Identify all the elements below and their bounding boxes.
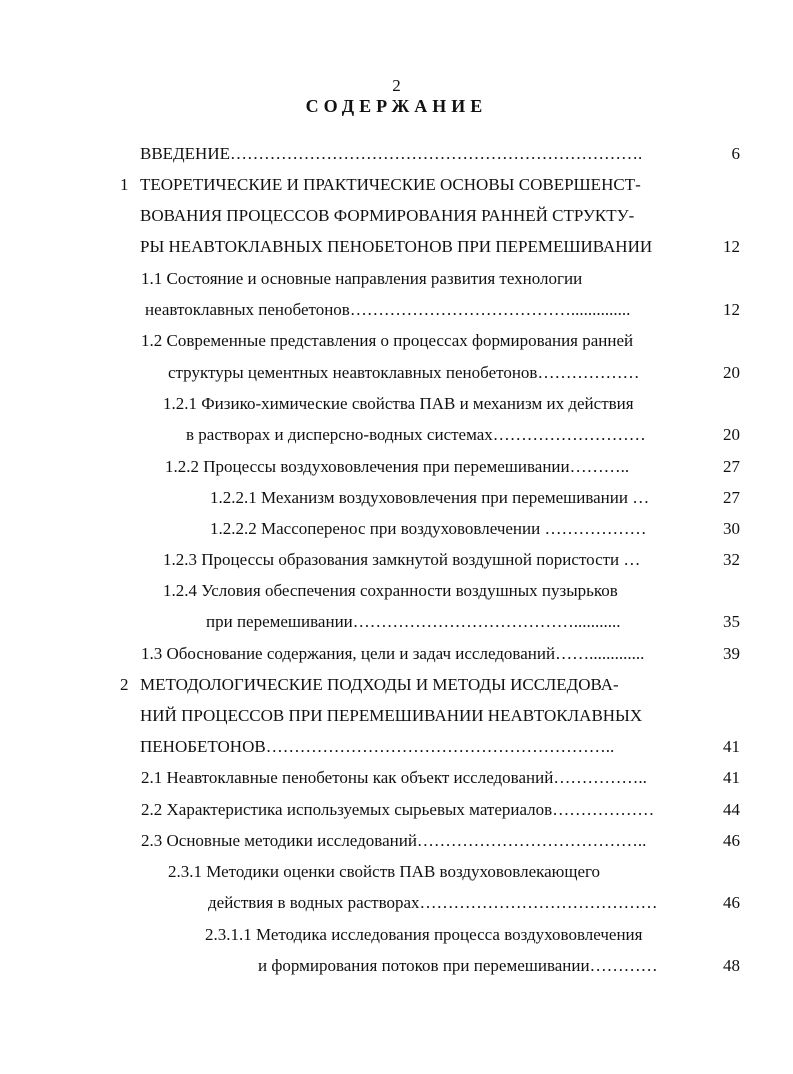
toc-entry-text: неавтоклавных пенобетонов………………………………….............. [145,300,631,319]
toc-entry-text: 1.2.2.1 Механизм воздухововлечения при перемешивании … [210,488,650,507]
toc-entry-text: 1.2.1 Физико-химические свойства ПАВ и механизм их действия [163,394,634,413]
toc-entry-page: 20 [723,363,740,382]
toc-entry-text: РЫ НЕАВТОКЛАВНЫХ ПЕНОБЕТОНОВ ПРИ ПЕРЕМЕШИВАНИИ [140,237,653,256]
toc-entry-page: 41 [723,737,740,756]
toc-entry-page: 35 [723,612,740,631]
toc-title: СОДЕРЖАНИЕ [305,96,488,116]
toc-entry-page: 32 [723,550,740,569]
toc-entry-number: 1 [120,175,129,194]
toc-entry-page: 30 [723,519,740,538]
toc-entry-text: при перемешивании…………………………………........... [206,612,621,631]
toc-entry-text: структуры цементных неавтоклавных пенобетонов……………… [168,363,640,382]
toc-entry-text: 1.2.4 Условия обеспечения сохранности воздушных пузырьков [163,581,618,600]
toc-entry-page: 6 [731,144,740,163]
toc-entry-page: 41 [723,768,740,787]
toc-entry-text: НИЙ ПРОЦЕССОВ ПРИ ПЕРЕМЕШИВАНИИ НЕАВТОКЛАВНЫХ [140,706,643,725]
toc-entry-text: 2.2 Характеристика используемых сырьевых материалов……………… [141,800,655,819]
toc-entry-text: ВВЕДЕНИЕ………………………………………………………………. [140,144,643,163]
toc-entry-text: МЕТОДОЛОГИЧЕСКИЕ ПОДХОДЫ И МЕТОДЫ ИССЛЕДОВА- [140,675,619,694]
toc-entry-text: действия в водных растворах…………………………………… [208,893,658,912]
toc-entry-page: 46 [723,831,740,850]
toc-entry-text: в растворах и дисперсно-водных системах……………………… [186,425,646,444]
toc-entry-page: 12 [723,237,740,256]
toc-entry-page: 20 [723,425,740,444]
toc-entry-text: 2.3 Основные методики исследований………………………………….. [141,831,647,850]
toc-entry-text: ПЕНОБЕТОНОВ…………………………………………………….. [140,737,615,756]
toc-entry-text: 1.1 Состояние и основные направления развития технологии [141,269,583,288]
toc-entry-number: 2 [120,675,129,694]
toc-entry-page: 48 [723,956,740,975]
toc-entry-text: 1.2.2.2 Массоперенос при воздухововлечении ……………… [210,519,647,538]
toc-entry-page: 46 [723,893,740,912]
toc-entry-text: 2.3.1 Методики оценки свойств ПАВ воздухововлекающего [168,862,601,881]
page-number: 2 [392,76,401,95]
toc-entry-text: 2.3.1.1 Методика исследования процесса воздухововлечения [205,925,643,944]
toc-entry-text: ВОВАНИЯ ПРОЦЕССОВ ФОРМИРОВАНИЯ РАННЕЙ СТРУКТУ- [140,206,635,225]
toc-entry-text: 1.2.2 Процессы воздухововлечения при перемешивании……….. [165,457,630,476]
toc-entry-page: 44 [723,800,740,819]
toc-entry-text: и формирования потоков при перемешивании………… [258,956,658,975]
toc-entry-page: 27 [723,488,740,507]
toc-entry-text: ТЕОРЕТИЧЕСКИЕ И ПРАКТИЧЕСКИЕ ОСНОВЫ СОВЕРШЕНСТ- [140,175,641,194]
toc-entry-text: 1.2 Современные представления о процессах формирования ранней [141,331,634,350]
toc-entry-text: 1.3 Обоснование содержания, цели и задач исследований……............. [141,644,645,663]
toc-entry-page: 39 [723,644,740,663]
toc-entry-text: 2.1 Неавтоклавные пенобетоны как объект исследований…………….. [141,768,647,787]
toc-entry-page: 12 [723,300,740,319]
toc-entry-page: 27 [723,457,740,476]
toc-entry-text: 1.2.3 Процессы образования замкнутой воздушной пористости … [163,550,641,569]
